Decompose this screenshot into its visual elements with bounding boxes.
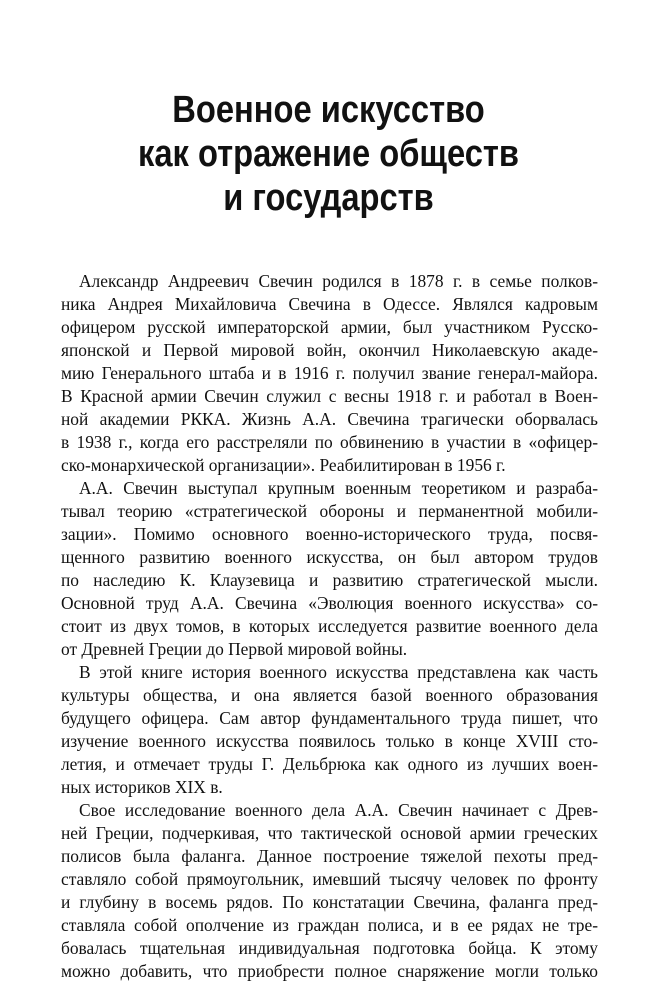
text-line: мию Генерального штаба и в 1916 г. получил звание генерал-майора. — [61, 363, 598, 383]
text-line: зации». Помимо основного военно-исторического труда, посвя- — [61, 524, 598, 544]
chapter-title — [98, 88, 560, 220]
text-line: бовалась тщательная индивидуальная подготовка бойца. К этому — [61, 938, 598, 958]
text-line: В Красной армии Свечин служил с весны 1918 г. и работал в Воен- — [61, 386, 598, 406]
text-line: полисов была фаланга. Данное построение тяжелой пехоты пред- — [61, 846, 598, 866]
text-line: будущего офицера. Сам автор фундаментального труда пишет, что — [61, 708, 598, 728]
text-line: ставляло собой прямоугольник, имевший тысячу человек по фронту — [61, 869, 598, 889]
text-line: ставляла собой ополчение из граждан полиса, и в ее рядах не тре- — [61, 915, 598, 935]
text-line: японской и Первой мировой войн, окончил Николаевскую акаде- — [61, 340, 598, 360]
text-line: Основной труд А.А. Свечина «Эволюция военного искусства» со- — [61, 593, 598, 613]
text-line: культуры общества, и она является базой военного образования — [61, 685, 598, 705]
text-line: Александр Андреевич Свечин родился в 1878 г. в семье полков- — [79, 271, 598, 291]
text-line: от Древней Греции до Первой мировой войны. — [61, 639, 408, 659]
text-line: А.А. Свечин выступал крупным военным теоретиком и разраба- — [79, 478, 598, 498]
body-text — [61, 270, 598, 983]
paragraph-4 — [61, 799, 598, 983]
chapter-title-line: как отражение обществ — [137, 133, 519, 175]
chapter-title-line: Военное искусство — [172, 89, 485, 131]
chapter-title-line: и государств — [223, 177, 434, 219]
text-line: ско-монархической организации». Реабилитирован в 1956 г. — [61, 455, 506, 475]
text-line: стоит из двух томов, в которых исследуется развитие военного дела — [61, 616, 598, 636]
text-line: изучение военного искусства появилось только в конце XVIII сто- — [61, 731, 598, 751]
paragraph-3 — [61, 661, 598, 799]
text-line: тывал теорию «стратегической обороны и перманентной мобили- — [61, 501, 598, 521]
paragraph-1 — [61, 270, 598, 477]
text-line: офицером русской императорской армии, был участником Русско- — [61, 317, 598, 337]
paragraph-2 — [61, 477, 598, 661]
text-line: можно добавить, что приобрести полное снаряжение могли только — [61, 961, 598, 981]
text-line: и глубину в восемь рядов. По констатации Свечина, фаланга пред- — [61, 892, 598, 912]
text-line: в 1938 г., когда его расстреляли по обвинению в участии в «офицер- — [61, 432, 598, 452]
text-line: летия, и отмечает труды Г. Дельбрюка как одного из лучших воен- — [61, 754, 598, 774]
text-line: ника Андрея Михайловича Свечина в Одессе. Являлся кадровым — [61, 294, 598, 314]
text-line: ной академии РККА. Жизнь А.А. Свечина трагически оборвалась — [61, 409, 598, 429]
text-line: В этой книге история военного искусства представлена как часть — [79, 662, 598, 682]
text-line: ней Греции, подчеркивая, что тактической основой армии греческих — [61, 823, 598, 843]
text-line: Свое исследование военного дела А.А. Свечин начинает с Древ- — [79, 800, 598, 820]
text-line: щенного развитию военного искусства, он был автором трудов — [61, 547, 598, 567]
text-line: ных историков XIX в. — [61, 777, 223, 797]
text-line: по наследию К. Клаузевица и развитию стратегической мысли. — [61, 570, 598, 590]
